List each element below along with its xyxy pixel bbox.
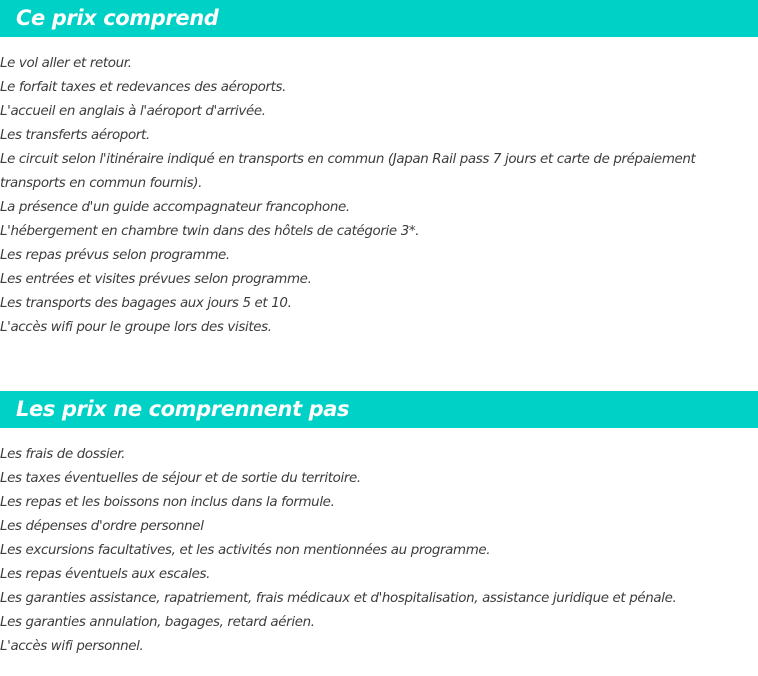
list-item: Les repas éventuels aux escales.: [0, 567, 211, 582]
excludes-list: [0, 443, 758, 659]
list-item: Les repas et les boissons non inclus dans la formule.: [0, 495, 335, 510]
list-item: Le vol aller et retour.: [0, 56, 132, 71]
list-item: Les repas prévus selon programme.: [0, 248, 230, 263]
list-item: Les dépenses d'ordre personnel: [0, 519, 204, 534]
list-item: L'hébergement en chambre twin dans des hôtels de catégorie 3*.: [0, 224, 420, 239]
list-item: Le circuit selon l'itinéraire indiqué en transports en commun (Japan Rail pass 7 jours et carte de prépaiement transports en commun fournis).: [0, 152, 696, 191]
list-item: Les entrées et visites prévues selon programme.: [0, 272, 312, 287]
list-item: La présence d'un guide accompagnateur francophone.: [0, 200, 350, 215]
includes-list: [0, 52, 758, 340]
includes-section-title: Ce prix comprend: [0, 0, 758, 37]
list-item: Les transferts aéroport.: [0, 128, 150, 143]
excludes-section-title: Les prix ne comprennent pas: [0, 391, 758, 428]
list-item: L'accueil en anglais à l'aéroport d'arrivée.: [0, 104, 266, 119]
list-item: Les garanties annulation, bagages, retard aérien.: [0, 615, 315, 630]
list-item: Les taxes éventuelles de séjour et de sortie du territoire.: [0, 471, 361, 486]
list-item: L'accès wifi personnel.: [0, 639, 144, 654]
list-item: L'accès wifi pour le groupe lors des visites.: [0, 320, 272, 335]
list-item: Les transports des bagages aux jours 5 et 10.: [0, 296, 292, 311]
list-item: Les frais de dossier.: [0, 447, 126, 462]
list-item: Les garanties assistance, rapatriement, frais médicaux et d'hospitalisation, assistance juridique et pénale.: [0, 591, 677, 606]
list-item: Le forfait taxes et redevances des aéroports.: [0, 80, 287, 95]
list-item: Les excursions facultatives, et les activités non mentionnées au programme.: [0, 543, 491, 558]
